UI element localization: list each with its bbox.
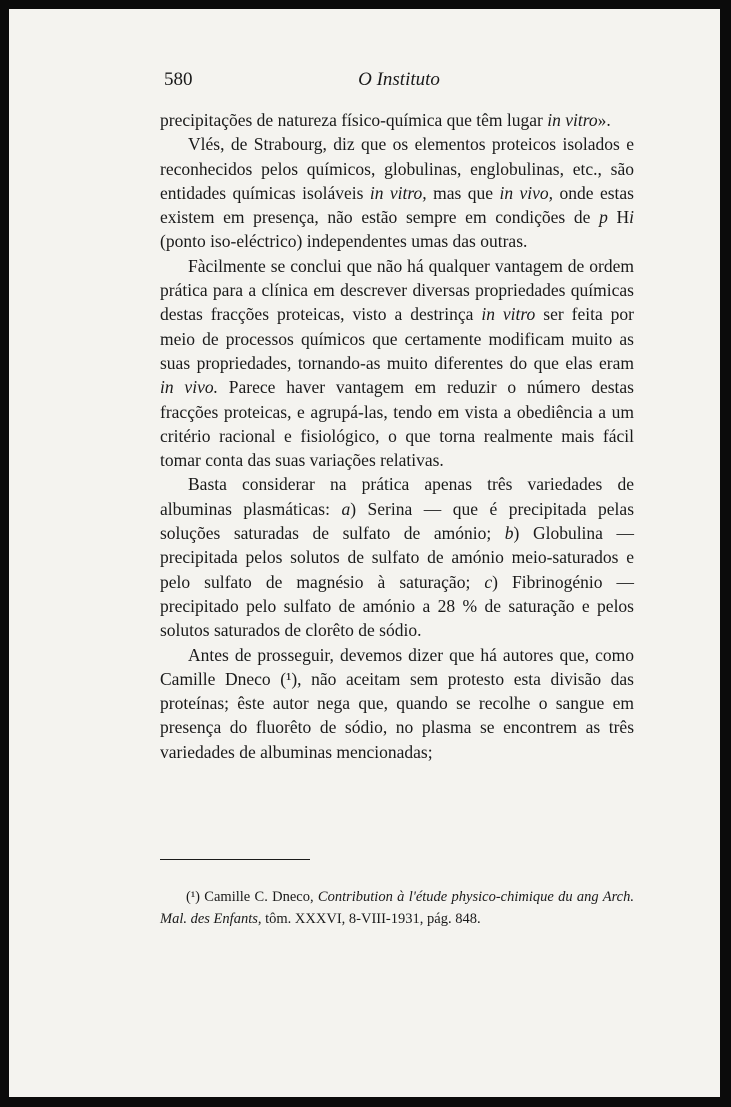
italic-run: i bbox=[629, 207, 634, 228]
text-run: ) Serina — que é precipitada pelas soluções saturadas de sulfato de amónio; bbox=[160, 498, 634, 544]
text-run: (¹) Camille C. Dneco, bbox=[186, 889, 318, 905]
text-run: ser feita por meio de processos químicos que certamente modificam muito as suas propriedades, tornando-as muito diferentes do que elas eram bbox=[160, 304, 635, 373]
paragraph bbox=[160, 254, 634, 473]
text-run: onde estas existem em presença, não estão sempre em condições de bbox=[160, 182, 634, 228]
text-run: H bbox=[607, 207, 630, 228]
body-text bbox=[160, 108, 634, 764]
italic-run: in vitro, bbox=[369, 182, 427, 203]
page-header bbox=[164, 69, 634, 97]
text-run: ) Fibrinogénio — precipitado pelo sulfato de amónio a 28 % de saturação e pelos solutos saturados de clorêto de sódio. bbox=[160, 571, 635, 641]
italic-run: in vivo. bbox=[160, 377, 218, 398]
text-run: Antes de prosseguir, devemos dizer que há autores que, como Camille Dneco (¹), não aceitam sem protesto esta divisão das proteínas; êste autor nega que, quando se recolhe o sangue em presença do fluorêto de sódio, no plasma se encontrem as três variedades de albuminas mencionadas; bbox=[160, 644, 634, 762]
text-run: Basta considerar na prática apenas três variedades de albuminas plasmáticas: bbox=[160, 474, 634, 519]
paragraph bbox=[160, 472, 634, 642]
italic-run: p bbox=[599, 207, 608, 228]
italic-run: in vitro bbox=[547, 110, 598, 130]
italic-run: c bbox=[484, 571, 493, 592]
running-title: O Instituto bbox=[358, 69, 440, 90]
text-run: mas que bbox=[426, 182, 500, 203]
page-number: 580 bbox=[164, 69, 193, 90]
italic-run: b bbox=[504, 523, 514, 544]
italic-run: in vitro bbox=[481, 304, 536, 325]
text-run: Vlés, de Strabourg, diz que os elementos proteicos isolados e reconhecidos pelos químicos, globulinas, englobulinas, etc., são entidades químicas isoláveis bbox=[160, 134, 634, 203]
footnote-text bbox=[160, 886, 634, 930]
paragraph bbox=[160, 108, 634, 132]
paragraph bbox=[160, 643, 634, 764]
text-run: , tôm. XXXVI, 8-VIII-1931, pág. 848. bbox=[257, 911, 481, 927]
book-page bbox=[9, 9, 720, 1097]
italic-run: in vivo, bbox=[499, 182, 554, 203]
text-run: Parece haver vantagem em reduzir o número destas fracções proteicas, e agrupá-las, tendo em vista a obediência a um critério racional e fisiológico, o que torna realmente mais fácil tomar conta das suas variações relativas. bbox=[160, 377, 634, 471]
text-run: ) Globulina — precipitada pelos solutos de sulfato de amónio meio-saturados e pelo sulfato de magnésio à saturação; bbox=[160, 523, 634, 592]
italic-run: a bbox=[341, 498, 351, 519]
paragraph bbox=[160, 132, 634, 253]
italic-run: Contribution à l'étude physico-chimique du ang Arch. Mal. des Enfants bbox=[160, 889, 634, 927]
text-run: (ponto iso-eléctrico) independentes umas das outras. bbox=[160, 231, 528, 252]
footnote bbox=[160, 886, 634, 930]
footnote-rule bbox=[160, 859, 310, 860]
text-run: ». bbox=[597, 110, 611, 130]
text-run: precipitações de natureza físico-química que têm lugar bbox=[160, 110, 548, 130]
text-run: Fàcilmente se conclui que não há qualquer vantagem de ordem prática para a clínica em descrever diversas propriedades químicas destas fracções proteicas, visto a destrinça bbox=[160, 255, 634, 325]
